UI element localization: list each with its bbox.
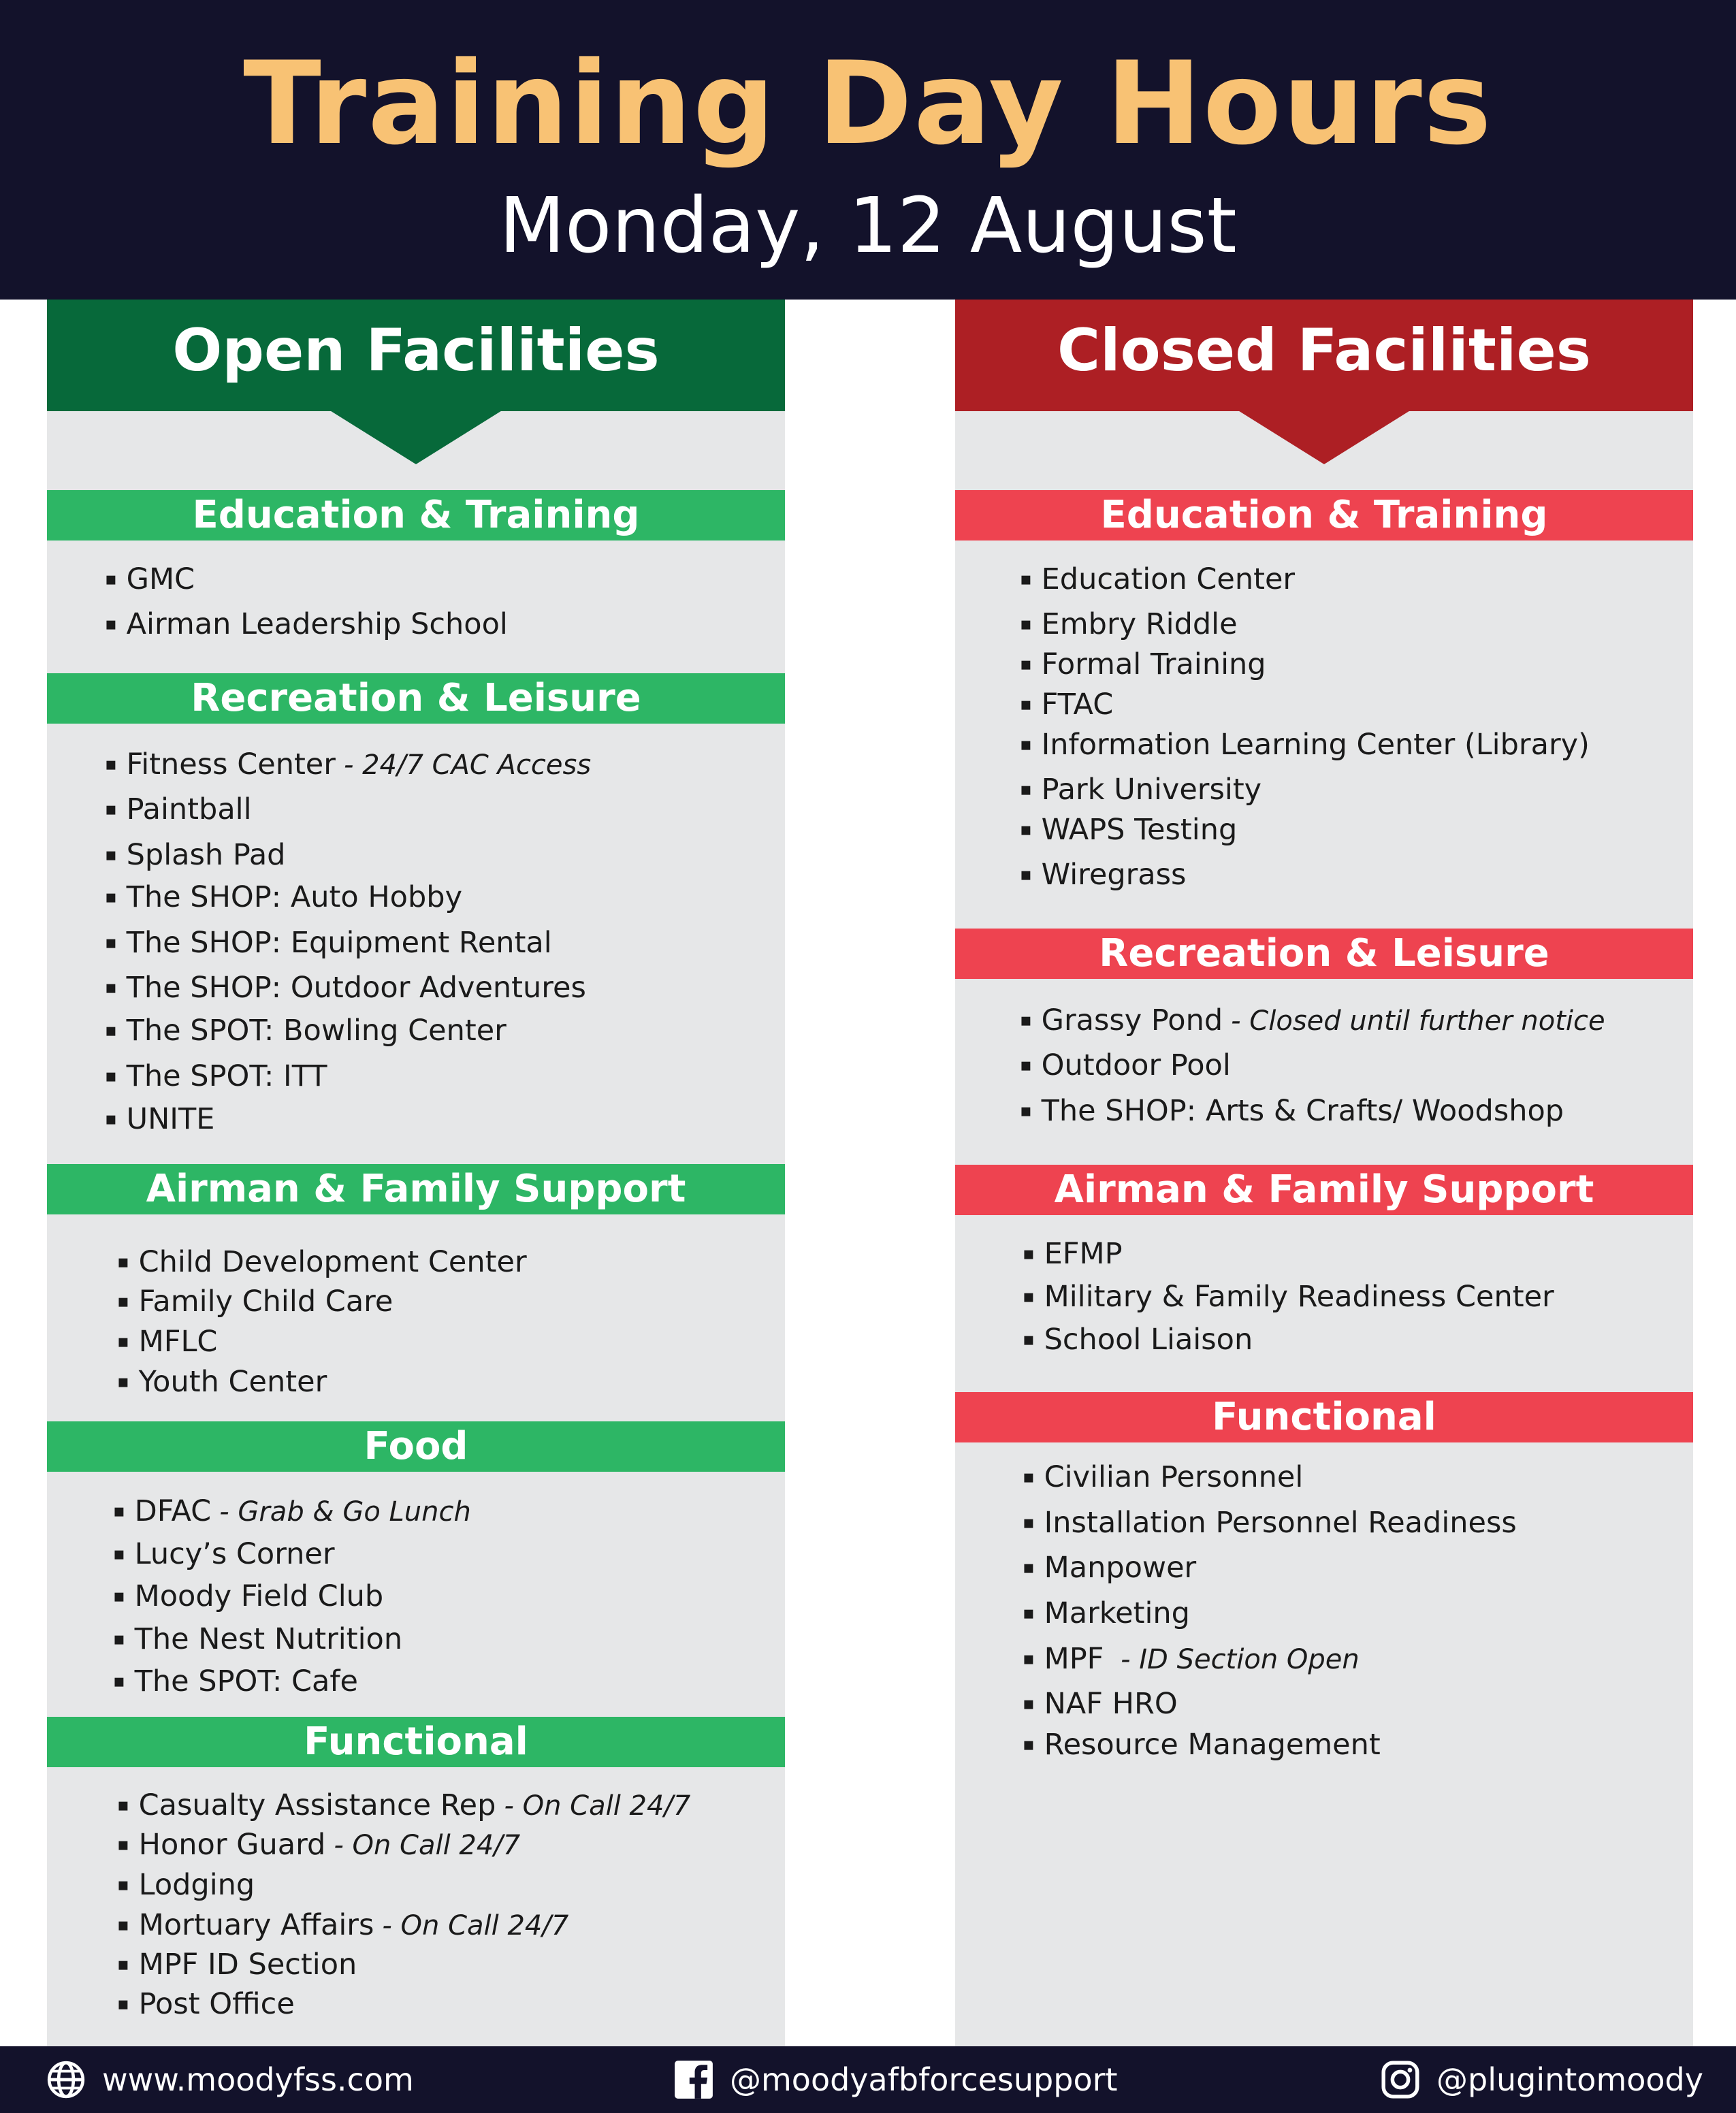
item-label: Resource Management (1044, 1728, 1381, 1762)
bullet-icon: ▪ (1023, 1467, 1035, 1487)
facebook-icon (673, 2059, 715, 2101)
list-item (117, 1243, 527, 1281)
footer-instagram[interactable] (1379, 2046, 1703, 2113)
item-label: The SPOT: Bowling Center (126, 1014, 507, 1048)
list-item (105, 1100, 214, 1138)
bullet-icon: ▪ (1020, 1010, 1032, 1031)
item-label: Youth Center (138, 1365, 327, 1399)
list-item (1020, 645, 1266, 683)
list-item (105, 878, 462, 916)
item-label: Airman Leadership School (126, 607, 508, 641)
header-banner (0, 0, 1736, 300)
bullet-icon: ▪ (105, 1109, 117, 1129)
open-facilities-column (47, 300, 785, 2046)
facebook-handle[interactable]: @moodyafbforcesupport (730, 2061, 1118, 2098)
item-label: Lucy’s Corner (134, 1537, 335, 1571)
item-label: Mortuary Affairs (138, 1908, 374, 1942)
item-label: The SHOP: Equipment Rental (126, 926, 552, 960)
open-section-education-and-training: Education & Training (47, 490, 785, 541)
instagram-handle[interactable]: @plugintomoody (1436, 2061, 1703, 2098)
item-label: GMC (126, 562, 195, 596)
item-label: Splash Pad (126, 838, 286, 872)
instagram-icon (1379, 2059, 1421, 2101)
list-item (1020, 811, 1237, 849)
bullet-icon: ▪ (117, 1915, 129, 1935)
bullet-icon: ▪ (1020, 614, 1032, 634)
list-item (113, 1662, 358, 1700)
item-label: The SPOT: ITT (126, 1059, 327, 1093)
item-label: The Nest Nutrition (134, 1622, 403, 1656)
bullet-icon: ▪ (1023, 1558, 1035, 1578)
list-item (113, 1492, 471, 1531)
open-section-airman-and-family-support: Airman & Family Support (47, 1164, 785, 1214)
item-label: NAF HRO (1044, 1687, 1178, 1721)
item-note: - On Call 24/7 (382, 1910, 569, 1941)
bullet-icon: ▪ (1023, 1649, 1035, 1669)
list-item (1023, 1278, 1554, 1316)
footer-website[interactable] (45, 2046, 414, 2113)
footer-bar (0, 2046, 1736, 2113)
item-note: - Grab & Go Lunch (219, 1496, 471, 1528)
bullet-icon: ▪ (105, 799, 117, 820)
bullet-icon: ▪ (1023, 1735, 1035, 1755)
bullet-icon: ▪ (1020, 1101, 1032, 1121)
item-label: Paintball (126, 792, 252, 826)
footer-facebook[interactable] (673, 2046, 1118, 2113)
list-item (105, 605, 508, 643)
item-label: Marketing (1044, 1596, 1190, 1630)
list-item (117, 1826, 520, 1865)
list-item (1020, 1092, 1564, 1130)
item-label: Embry Riddle (1041, 607, 1238, 641)
bullet-icon: ▪ (105, 887, 117, 907)
bullet-icon: ▪ (117, 1954, 129, 1975)
bullet-icon: ▪ (1023, 1513, 1035, 1533)
list-item (1023, 1549, 1196, 1587)
item-label: The SPOT: Cafe (134, 1664, 359, 1698)
closed-section-recreation-and-leisure: Recreation & Leisure (955, 929, 1693, 979)
bullet-icon: ▪ (1020, 865, 1032, 885)
item-label: Information Learning Center (Library) (1041, 728, 1590, 762)
list-item (113, 1535, 335, 1573)
list-item (1020, 1046, 1231, 1084)
item-note: - Closed until further notice (1231, 1005, 1605, 1037)
item-note: - 24/7 CAC Access (343, 749, 592, 781)
item-label: The SHOP: Arts & Crafts/ Woodshop (1041, 1094, 1564, 1128)
bullet-icon: ▪ (1020, 1055, 1032, 1076)
list-item (113, 1577, 383, 1615)
list-item (1020, 560, 1295, 598)
bullet-icon: ▪ (105, 1020, 117, 1041)
list-item (1023, 1321, 1253, 1359)
item-label: Park University (1041, 773, 1262, 807)
bullet-icon: ▪ (117, 1252, 129, 1272)
bullet-icon: ▪ (1023, 1694, 1035, 1714)
bullet-icon: ▪ (117, 1994, 129, 2014)
list-item (105, 969, 586, 1007)
item-label: School Liaison (1044, 1323, 1253, 1357)
list-item (105, 924, 552, 962)
item-label: Fitness Center (126, 747, 336, 781)
item-label: Moody Field Club (134, 1579, 384, 1613)
globe-icon (45, 2059, 87, 2101)
list-item (113, 1620, 402, 1658)
item-label: Lodging (138, 1868, 255, 1902)
item-label: UNITE (126, 1102, 215, 1136)
open-heading-pointer (329, 410, 503, 464)
bullet-icon: ▪ (1023, 1603, 1035, 1624)
list-item (1023, 1685, 1178, 1723)
item-label: Post Office (138, 1987, 295, 2021)
list-item (1020, 726, 1590, 764)
item-label: Wiregrass (1041, 858, 1187, 892)
item-note: - On Call 24/7 (334, 1830, 521, 1861)
item-label: MFLC (138, 1325, 218, 1359)
bullet-icon: ▪ (117, 1875, 129, 1895)
list-item (117, 1866, 255, 1904)
bullet-icon: ▪ (117, 1291, 129, 1312)
closed-section-education-and-training: Education & Training (955, 490, 1693, 541)
bullet-icon: ▪ (113, 1544, 125, 1564)
list-item (117, 1946, 357, 1984)
item-label: Installation Personnel Readiness (1044, 1506, 1517, 1540)
list-item (1020, 771, 1261, 809)
bullet-icon: ▪ (105, 569, 117, 590)
list-item (1023, 1726, 1381, 1764)
list-item (105, 745, 591, 784)
list-item (117, 1323, 217, 1361)
list-item (1020, 685, 1113, 724)
list-item (1023, 1458, 1303, 1496)
bullet-icon: ▪ (1020, 779, 1032, 800)
bullet-icon: ▪ (113, 1671, 125, 1692)
bullet-icon: ▪ (113, 1629, 125, 1649)
item-label: MPF (1044, 1642, 1104, 1676)
item-label: Formal Training (1041, 647, 1266, 681)
list-item (105, 790, 252, 828)
item-label: WAPS Testing (1041, 813, 1238, 847)
bullet-icon: ▪ (117, 1372, 129, 1392)
item-note: - ID Section Open (1112, 1644, 1360, 1675)
bullet-icon: ▪ (1023, 1287, 1035, 1307)
list-item (117, 1283, 393, 1321)
bullet-icon: ▪ (117, 1795, 129, 1816)
item-label: Military & Family Readiness Center (1044, 1280, 1554, 1314)
item-label: EFMP (1044, 1237, 1123, 1271)
closed-heading-pointer (1237, 410, 1411, 464)
list-item (117, 1906, 568, 1945)
bullet-icon: ▪ (1020, 569, 1032, 590)
item-label: Outdoor Pool (1041, 1048, 1231, 1082)
item-label: Civilian Personnel (1044, 1460, 1304, 1494)
item-label: DFAC (134, 1494, 212, 1528)
bullet-icon: ▪ (117, 1835, 129, 1855)
list-item (105, 1012, 507, 1050)
closed-section-airman-and-family-support: Airman & Family Support (955, 1165, 1693, 1215)
list-item (105, 1057, 327, 1095)
bullet-icon: ▪ (1023, 1329, 1035, 1350)
item-label: The SHOP: Outdoor Adventures (126, 971, 586, 1005)
item-label: Honor Guard (138, 1828, 326, 1862)
website-link[interactable]: www.moodyfss.com (102, 2061, 414, 2098)
item-label: MPF ID Section (138, 1948, 357, 1982)
item-label: Grassy Pond (1041, 1003, 1223, 1037)
list-item (117, 1786, 690, 1825)
item-label: FTAC (1041, 688, 1114, 722)
open-section-recreation-and-leisure: Recreation & Leisure (47, 673, 785, 724)
list-item (1020, 605, 1238, 643)
list-item (117, 1363, 327, 1401)
open-section-functional: Functional (47, 1717, 785, 1767)
closed-facilities-column (955, 300, 1693, 2046)
bullet-icon: ▪ (113, 1501, 125, 1521)
bullet-icon: ▪ (1020, 735, 1032, 755)
item-label: Education Center (1041, 562, 1296, 596)
bullet-icon: ▪ (1020, 654, 1032, 675)
list-item (1023, 1235, 1123, 1273)
bullet-icon: ▪ (1020, 694, 1032, 715)
bullet-icon: ▪ (113, 1586, 125, 1607)
closed-section-functional: Functional (955, 1392, 1693, 1442)
list-item (1020, 856, 1186, 894)
list-item (105, 836, 285, 874)
item-label: Child Development Center (138, 1245, 527, 1279)
item-label: Manpower (1044, 1551, 1197, 1585)
bullet-icon: ▪ (105, 754, 117, 775)
open-facilities-heading: Open Facilities (47, 300, 785, 411)
item-label: Casualty Assistance Rep (138, 1788, 496, 1822)
item-label: Family Child Care (138, 1285, 393, 1319)
list-item (1023, 1504, 1517, 1542)
open-section-food: Food (47, 1421, 785, 1472)
list-item (1023, 1594, 1190, 1632)
bullet-icon: ▪ (105, 1066, 117, 1086)
bullet-icon: ▪ (117, 1332, 129, 1352)
bullet-icon: ▪ (105, 933, 117, 953)
list-item (1023, 1640, 1360, 1679)
item-note: - On Call 24/7 (504, 1790, 691, 1822)
list-item (105, 560, 195, 598)
bullet-icon: ▪ (1020, 820, 1032, 840)
item-label: The SHOP: Auto Hobby (126, 880, 463, 914)
page-title: Training Day Hours (243, 37, 1493, 170)
bullet-icon: ▪ (105, 978, 117, 998)
list-item (1020, 1001, 1605, 1040)
list-item (117, 1985, 295, 2023)
bullet-icon: ▪ (1023, 1244, 1035, 1264)
bullet-icon: ▪ (105, 845, 117, 865)
closed-facilities-heading: Closed Facilities (955, 300, 1693, 411)
bullet-icon: ▪ (105, 614, 117, 634)
page-date: Monday, 12 August (499, 182, 1237, 270)
